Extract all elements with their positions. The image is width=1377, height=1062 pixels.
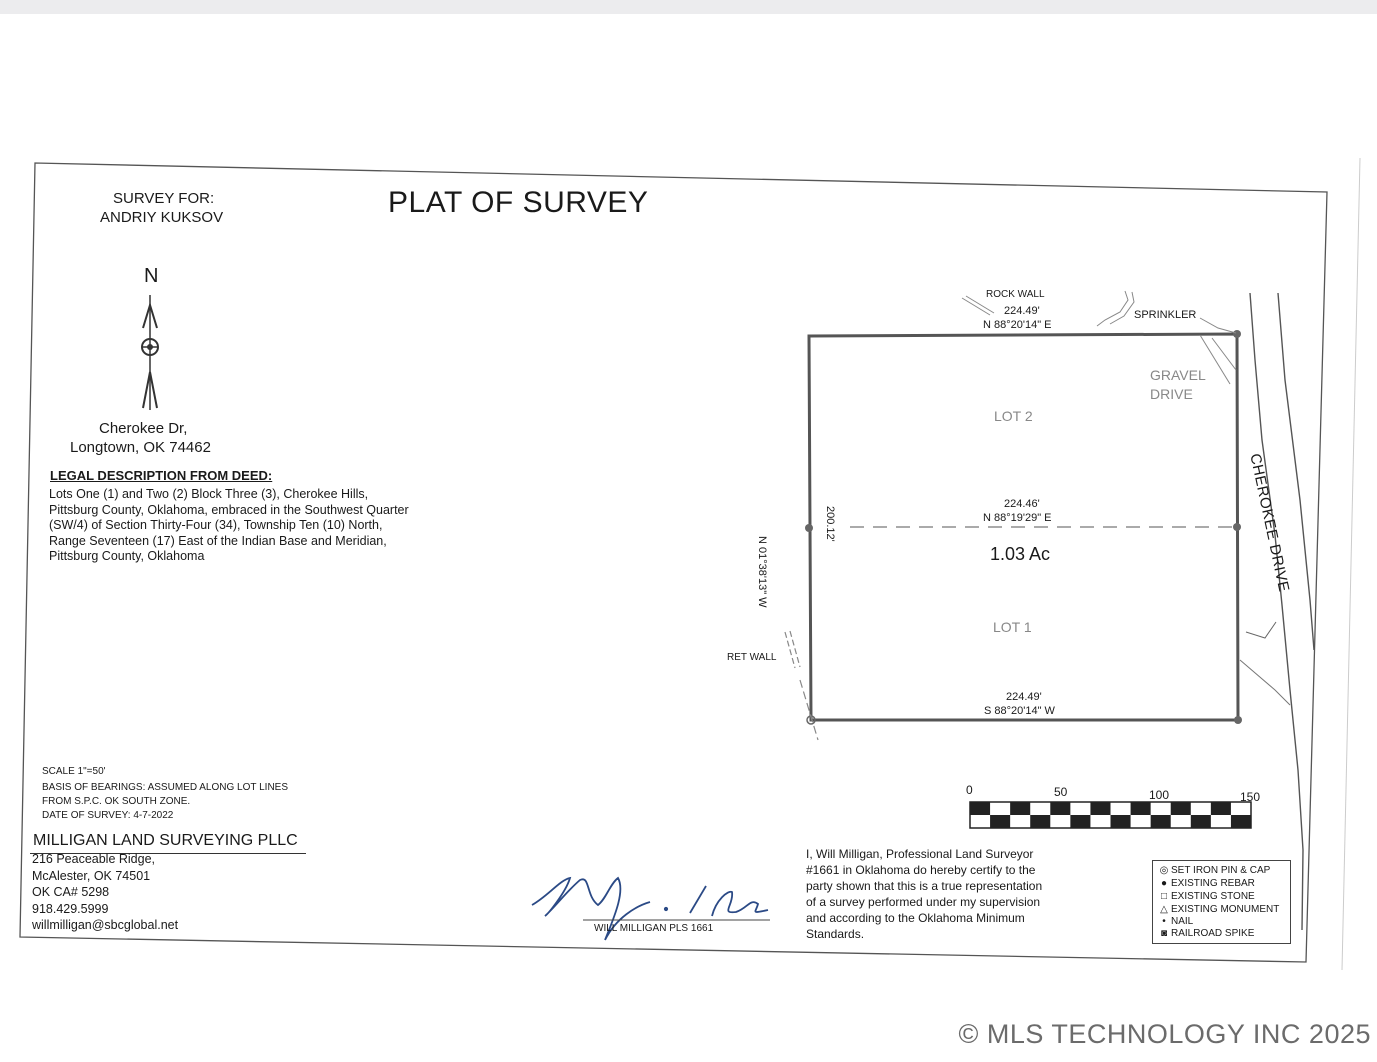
certification-statement	[806, 846, 1042, 942]
scale-segment	[1030, 815, 1050, 828]
signer-name: WILL MILLIGAN PLS 1661	[594, 923, 714, 934]
lot-1-label: LOT 1	[993, 619, 1032, 635]
west-line-distance: 200.12'	[824, 506, 836, 542]
legend-item: ● EXISTING REBAR	[1157, 878, 1255, 889]
cert-line: of a survey performed under my supervision	[806, 895, 1041, 909]
legal-line: Pittsburg County, Oklahoma	[49, 549, 205, 563]
scale-segment	[1131, 802, 1151, 815]
scale-segment	[1231, 815, 1251, 828]
lot-2-label: LOT 2	[994, 408, 1033, 424]
driveway-sketch	[1246, 622, 1276, 638]
legal-line: Lots One (1) and Two (2) Block Three (3), Cherokee Hills,	[49, 487, 369, 501]
scale-segment	[1211, 802, 1231, 815]
note-line: BASIS OF BEARINGS: ASSUMED ALONG LOT LINES	[42, 782, 289, 793]
north-line-distance: 224.49'	[1004, 305, 1040, 317]
legal-line: Range Seventeen (17) East of the Indian Base and Meridian,	[49, 533, 387, 548]
nail-icon: •	[1162, 916, 1166, 927]
gravel-drive-label-1: GRAVEL	[1150, 367, 1206, 383]
property-address-line-1: Cherokee Dr,	[99, 420, 188, 437]
scale-segment	[990, 815, 1010, 828]
firm-name: MILLIGAN LAND SURVEYING PLLC	[33, 832, 298, 849]
page-title: PLAT OF SURVEY	[388, 186, 649, 219]
south-line-bearing: S 88°20'14" W	[984, 705, 1055, 717]
client-name: ANDRIY KUKSOV	[100, 209, 224, 226]
monument-icon: △	[1160, 904, 1168, 915]
survey-for-label: SURVEY FOR:	[113, 190, 215, 207]
road-edge	[1250, 293, 1303, 930]
legend-item: □ EXISTING STONE	[1157, 891, 1255, 902]
legend-item: ◙ RAILROAD SPIKE	[1157, 928, 1254, 939]
cert-line: #1661 in Oklahoma do hereby certify to the	[806, 863, 1036, 877]
scale-label: 0	[966, 783, 973, 797]
survey-notes	[42, 765, 288, 823]
sprinkler-label: SPRINKLER	[1134, 309, 1197, 321]
firm-email: willmilligan@sbcglobal.net	[32, 918, 179, 932]
rebar-icon: ●	[1160, 878, 1168, 889]
note-line: SCALE 1"=50'	[42, 766, 106, 777]
note-line: FROM S.P.C. OK SOUTH ZONE.	[42, 796, 191, 807]
cert-line: Standards.	[806, 927, 865, 941]
firm-phone: 918.429.5999	[32, 901, 109, 916]
corner-marker	[1233, 330, 1241, 338]
firm-address-line: 216 Peaceable Ridge,	[32, 852, 156, 866]
cert-line: and according to the Oklahoma Minimum	[806, 911, 1025, 925]
scale-segment	[1010, 802, 1030, 815]
legend-item: ◎ SET IRON PIN & CAP	[1157, 865, 1270, 876]
stone-icon: □	[1160, 891, 1168, 902]
legal-description	[49, 487, 449, 565]
scale-segment	[1171, 802, 1191, 815]
scale-bar	[970, 802, 1251, 828]
firm-contact	[32, 851, 178, 934]
road-label: CHEROKEE DRIVE	[1246, 452, 1293, 594]
mid-line-bearing: N 88°19'29" E	[983, 512, 1052, 524]
legal-line: (SW/4) of Section Thirty-Four (34), Township Ten (10) North,	[49, 518, 383, 532]
copyright-watermark: © MLS TECHNOLOGY INC 2025	[958, 1019, 1371, 1049]
symbol-legend	[1152, 860, 1291, 944]
firm-license: OK CA# 5298	[32, 885, 110, 899]
legend-item: △ EXISTING MONUMENT	[1157, 904, 1279, 915]
note-line: DATE OF SURVEY: 4-7-2022	[42, 810, 174, 821]
rock-wall-label: ROCK WALL	[986, 289, 1045, 300]
scale-label: 150	[1240, 790, 1261, 804]
firm-address-line: McAlester, OK 74501	[32, 868, 151, 883]
scale-segment	[1151, 815, 1171, 828]
scale-segment	[1111, 815, 1131, 828]
scale-segment	[970, 802, 990, 815]
driveway-sketch	[1240, 660, 1290, 705]
railroad-spike-icon: ◙	[1160, 928, 1168, 939]
gravel-drive-label-2: DRIVE	[1150, 386, 1193, 402]
page-edge	[1342, 158, 1360, 970]
corner-marker	[1234, 716, 1242, 724]
south-line-distance: 224.49'	[1006, 691, 1042, 703]
scale-segment	[1070, 815, 1090, 828]
scale-label: 100	[1149, 788, 1170, 802]
scale-label: 50	[1054, 785, 1068, 799]
cert-line: party shown that this is a true representation	[806, 879, 1043, 893]
legal-description-heading: LEGAL DESCRIPTION FROM DEED:	[50, 468, 273, 483]
scale-segment	[1050, 802, 1070, 815]
property-address-line-2: Longtown, OK 74462	[70, 439, 211, 456]
north-label: N	[144, 265, 159, 287]
legal-line: Pittsburg County, Oklahoma, embraced in the Southwest Quarter	[49, 502, 409, 517]
corner-marker	[1233, 523, 1241, 531]
north-line-bearing: N 88°20'14" E	[983, 319, 1052, 331]
acreage-label: 1.03 Ac	[990, 544, 1051, 564]
scale-segment	[1090, 802, 1110, 815]
ret-wall-label: RET WALL	[727, 652, 777, 663]
west-line-bearing: N 01°38'13" W	[756, 536, 768, 608]
iron-pin-icon: ◎	[1159, 865, 1169, 876]
corner-marker	[805, 524, 813, 532]
north-arrow-icon	[142, 295, 158, 410]
mid-line-distance: 224.46'	[1004, 498, 1040, 510]
road-edge	[1278, 293, 1314, 650]
legend-item: • NAIL	[1157, 916, 1193, 927]
scale-segment	[1191, 815, 1211, 828]
cert-line: I, Will Milligan, Professional Land Surveyor	[806, 847, 1034, 861]
